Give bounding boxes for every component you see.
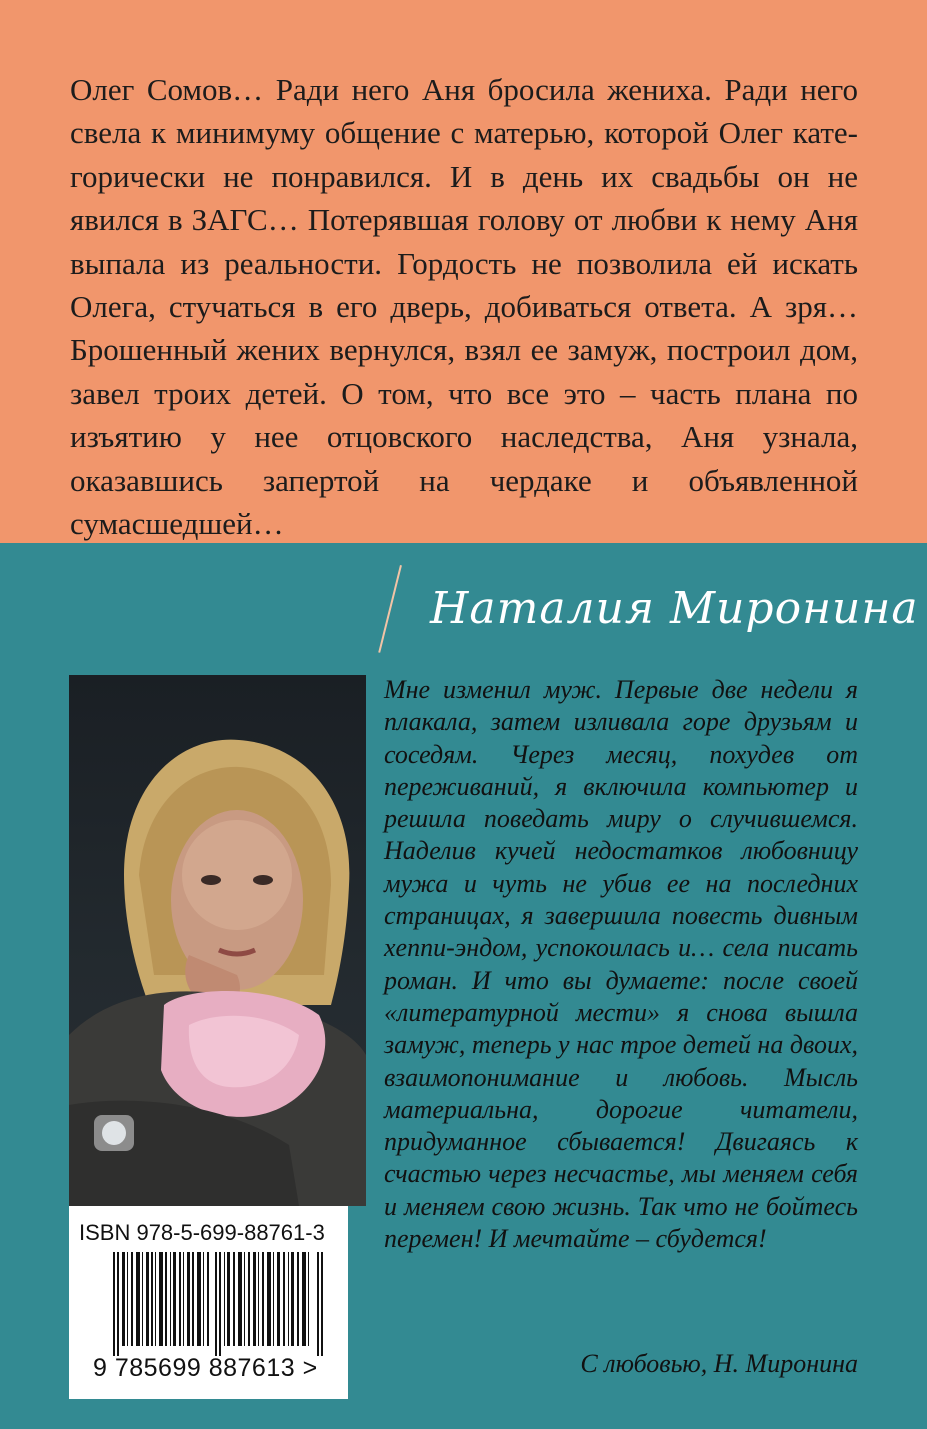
barcode	[113, 1252, 328, 1356]
author-note: Мне изменил муж. Первые две недели я плакала, затем изливала горе друзьям и соседям. Через месяц, похудев от переживаний, я включила компьютер и решила поведать миру о случившемся. Наделив кучей недостатков любовницу мужа и чуть не убив ее на последних страницах, я завершила повесть дивным хеппи-эндом, успокоилась и… села писать роман. И что вы думаете: после своей «литературной мести» я снова вышла замуж, теперь у нас трое детей на двоих, взаимопонимание и любовь. Мысль материальна, дорогие читатели, придуманное сбывается! Двигаясь к счастью через несчастье, мы меняем себя и меняем свою жизнь. Так что не бойтесь перемен! И мечтайте – сбудется!	[384, 675, 858, 1254]
book-blurb: Олег Сомов… Ради него Аня бросила жениха. Ради него свела к минимуму общение с матерью, которой Олег категорически не понравился. И в день их свадьбы он не явился в ЗАГС… Потерявшая голову от любви к нему Аня выпала из реальности. Гордость не позволила ей искать Олега, стучаться в его дверь, добиваться ответа. А зря… Брошенный жених вернулся, взял ее замуж, построил дом, завел троих детей. О том, что все это – часть плана по изъятию у нее отцовского наследства, Аня узнала, оказавшись запертой на чердаке и объявленной сумасшедшей…	[70, 72, 858, 542]
author-photo	[69, 675, 366, 1206]
barcode-panel	[69, 1206, 348, 1399]
blurb-panel	[0, 0, 927, 543]
isbn-text: ISBN 978-5-699-88761-3	[79, 1220, 325, 1245]
sign-off: С любовью, Н. Миронина	[580, 1349, 858, 1378]
ean-digits: 9 785699 887613 >	[93, 1354, 318, 1382]
author-signature: Наталия Миронина	[430, 583, 919, 634]
